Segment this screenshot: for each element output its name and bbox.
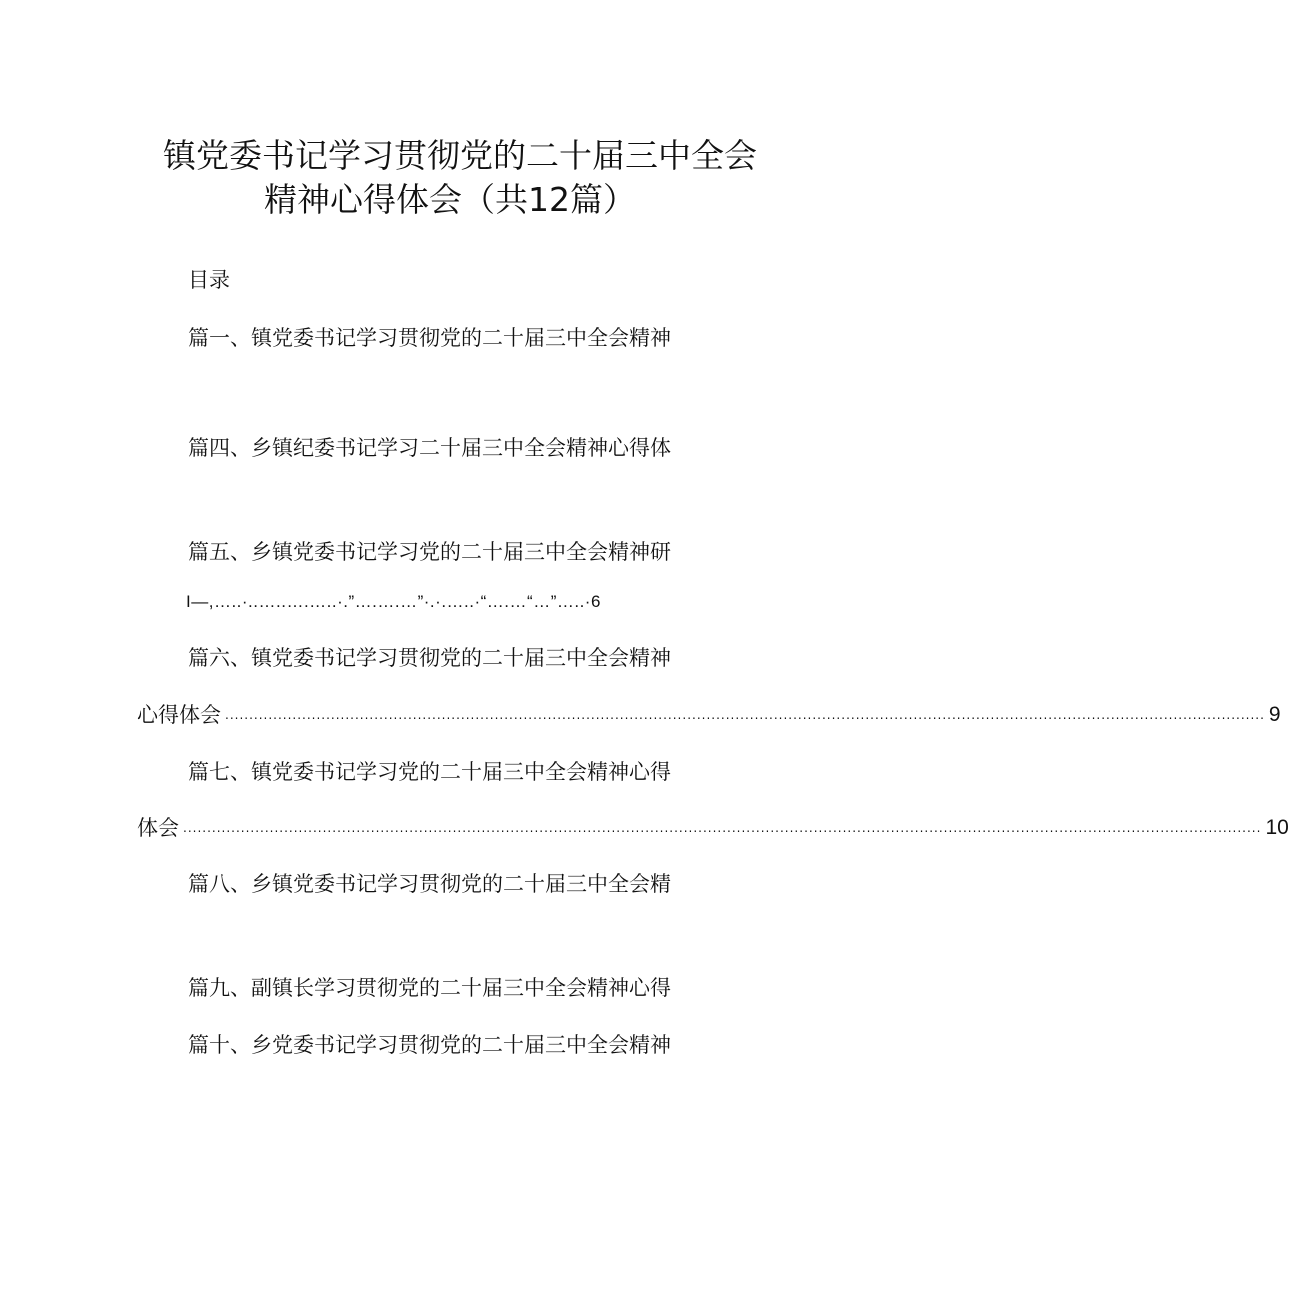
toc-entry-8[interactable]: 篇八、乡镇党委书记学习贯彻党的二十届三中全会精 (188, 872, 671, 896)
toc-entry-10[interactable]: 篇十、乡党委书记学习贯彻党的二十届三中全会精神 (188, 1033, 671, 1057)
toc-entry-5-leader-garbled: I—,…..·..…..….…..·.”….….…”·.·.…..·“….…“…”…..·6 (186, 592, 601, 611)
dot-leader: ................................................................................................................................................................................................................................ (183, 821, 1262, 835)
toc-entry-5[interactable]: 篇五、乡镇党委书记学习党的二十届三中全会精神研 (188, 540, 671, 564)
toc-entry-4[interactable]: 篇四、乡镇纪委书记学习二十届三中全会精神心得体 (188, 436, 671, 460)
toc-entry-7[interactable]: 篇七、镇党委书记学习党的二十届三中全会精神心得 (188, 760, 671, 784)
toc-entry-7-page-number: 10 (1265, 816, 1289, 839)
document-title-line-2: 精神心得体会（共12篇） (264, 180, 636, 219)
toc-entry-7-continuation[interactable] (137, 814, 1289, 842)
toc-entry-6[interactable]: 篇六、镇党委书记学习贯彻党的二十届三中全会精神 (188, 646, 671, 670)
document-title-line-1: 镇党委书记学习贯彻党的二十届三中全会 (163, 136, 757, 175)
dot-leader: ........................................................................................................................................................................................................................ (225, 708, 1265, 722)
toc-entry-6-continuation[interactable] (137, 701, 1281, 729)
toc-entry-1[interactable]: 篇一、镇党委书记学习贯彻党的二十届三中全会精神 (188, 326, 671, 350)
toc-heading: 目录 (188, 268, 230, 292)
toc-entry-9[interactable]: 篇九、副镇长学习贯彻党的二十届三中全会精神心得 (188, 976, 671, 1000)
toc-entry-6-page-number: 9 (1268, 703, 1281, 726)
toc-entry-6-cont-text: 心得体会 (137, 703, 221, 727)
toc-entry-7-cont-text: 体会 (137, 816, 179, 840)
